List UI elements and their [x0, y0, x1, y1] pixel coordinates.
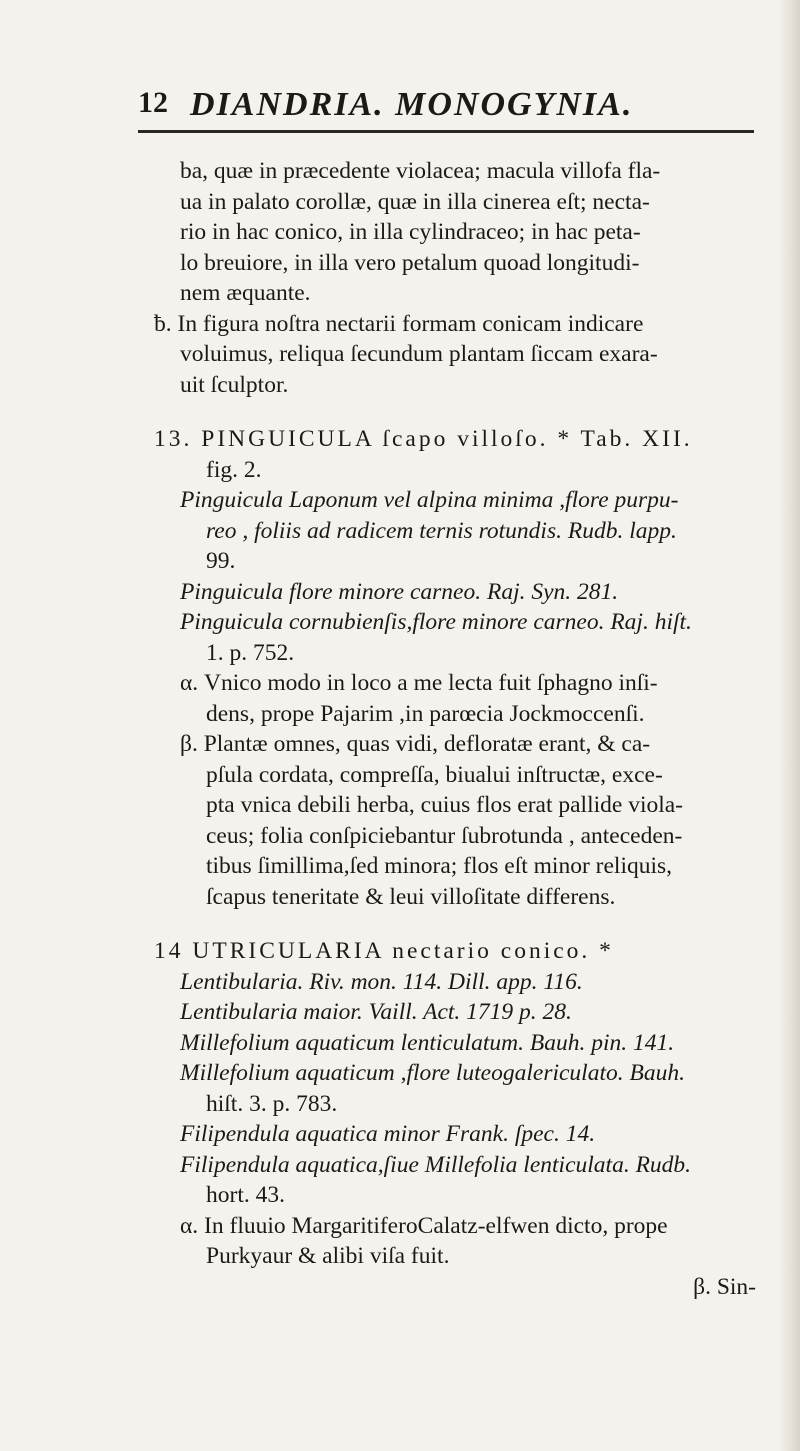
species-entry-13: [154, 424, 760, 912]
text-line: Purkyaur & alibi viſa fuit.: [206, 1243, 450, 1269]
synonym-line: Lentibularia. Riv. mon. 114. Dill. app. 116.: [180, 968, 583, 995]
text-line: pta vnica debili herba, cuius flos erat pallide viola-: [206, 792, 684, 818]
synonym-line: Filipendula aquatica,ſiue Millefolia lenticulata. Rudb.: [180, 1151, 692, 1178]
text-line: nem æquante.: [180, 280, 311, 306]
page-fold-shadow: [778, 0, 800, 1451]
synonym-line: Filipendula aquatica minor Frank. ſpec. 14.: [180, 1121, 596, 1147]
synonym-line: 99.: [206, 548, 236, 574]
text-line: ƀ. In figura noſtra nectarii formam conicam indicare: [154, 310, 644, 337]
synonym-line: Pinguicula Laponum vel alpina minima ,flore purpu-: [180, 487, 679, 513]
synonym-line: Lentibularia maior. Vaill. Act. 1719 p. 28.: [180, 999, 572, 1025]
text-line: pſula cordata, compreſſa, biualui inſtructæ, exce-: [206, 761, 663, 788]
paragraph-continuation: [180, 156, 760, 309]
synonym-line: Pinguicula cornubienſis,flore minore carneo. Raj. hiſt.: [180, 609, 692, 635]
synonym-line: Millefolium aquaticum ,flore luteogalericulato. Bauh.: [180, 1060, 685, 1086]
catchword: β. Sin-: [693, 1273, 756, 1300]
text-line: ceus; folia conſpiciebantur ſubrotunda , anteceden-: [206, 822, 683, 849]
figure-reference: fig. 2.: [206, 456, 262, 483]
species-entry-14: [154, 936, 760, 1302]
synonym-line: hiſt. 3. p. 783.: [206, 1090, 338, 1117]
text-line: α. Vnico modo in loco a me lecta fuit ſphagno inſi-: [180, 670, 658, 696]
running-head: DIANDRIA. MONOGYNIA.: [190, 86, 634, 123]
text-line: ua in palato corollæ, quæ in illa cinerea eſt; necta-: [180, 188, 650, 215]
text-line: α. In fluuio MargaritiferoCalatz-elfwen dicto, prope: [180, 1212, 668, 1239]
synonym-line: 1. p. 752.: [206, 639, 295, 666]
text-line: uit ſculptor.: [180, 371, 289, 398]
synonym-line: Pinguicula flore minore carneo. Raj. Syn. 281.: [180, 578, 619, 605]
text-line: dens, prope Pajarim ,in parœcia Jockmoccenſi.: [206, 700, 645, 727]
page-header: [138, 86, 758, 136]
text-line: ſcapus teneritate & leui villoſitate differens.: [206, 883, 616, 910]
paragraph-note: [154, 309, 760, 401]
synonym-line: Millefolium aquaticum lenticulatum. Bauh. pin. 141.: [180, 1029, 675, 1056]
synonym-line: hort. 43.: [206, 1182, 285, 1208]
synonym-line: reo , foliis ad radicem ternis rotundis. Rudb. lapp.: [206, 517, 677, 544]
page-number: 12: [138, 86, 168, 119]
text-line: β. Plantæ omnes, quas vidi, defloratæ erant, & ca-: [180, 731, 651, 757]
text-line: tibus ſimillima,ſed minora; flos eſt minor reliquis,: [206, 853, 673, 879]
text-line: voluimus, reliqua ſecundum plantam ſiccam exara-: [180, 341, 658, 367]
text-line: ba, quæ in præcedente violacea; macula villofa fla-: [180, 158, 661, 184]
header-rule: [138, 130, 754, 133]
entry-heading: 14 UTRICULARIA nectario conico. *: [154, 938, 614, 964]
text-line: lo breuiore, in illa vero petalum quoad longitudi-: [180, 249, 640, 276]
entry-heading: 13. PINGUICULA ſcapo villoſo. * Tab. XII.: [154, 426, 693, 452]
body-text: [154, 156, 760, 1302]
text-line: rio in hac conico, in illa cylindraceo; in hac peta-: [180, 219, 641, 245]
